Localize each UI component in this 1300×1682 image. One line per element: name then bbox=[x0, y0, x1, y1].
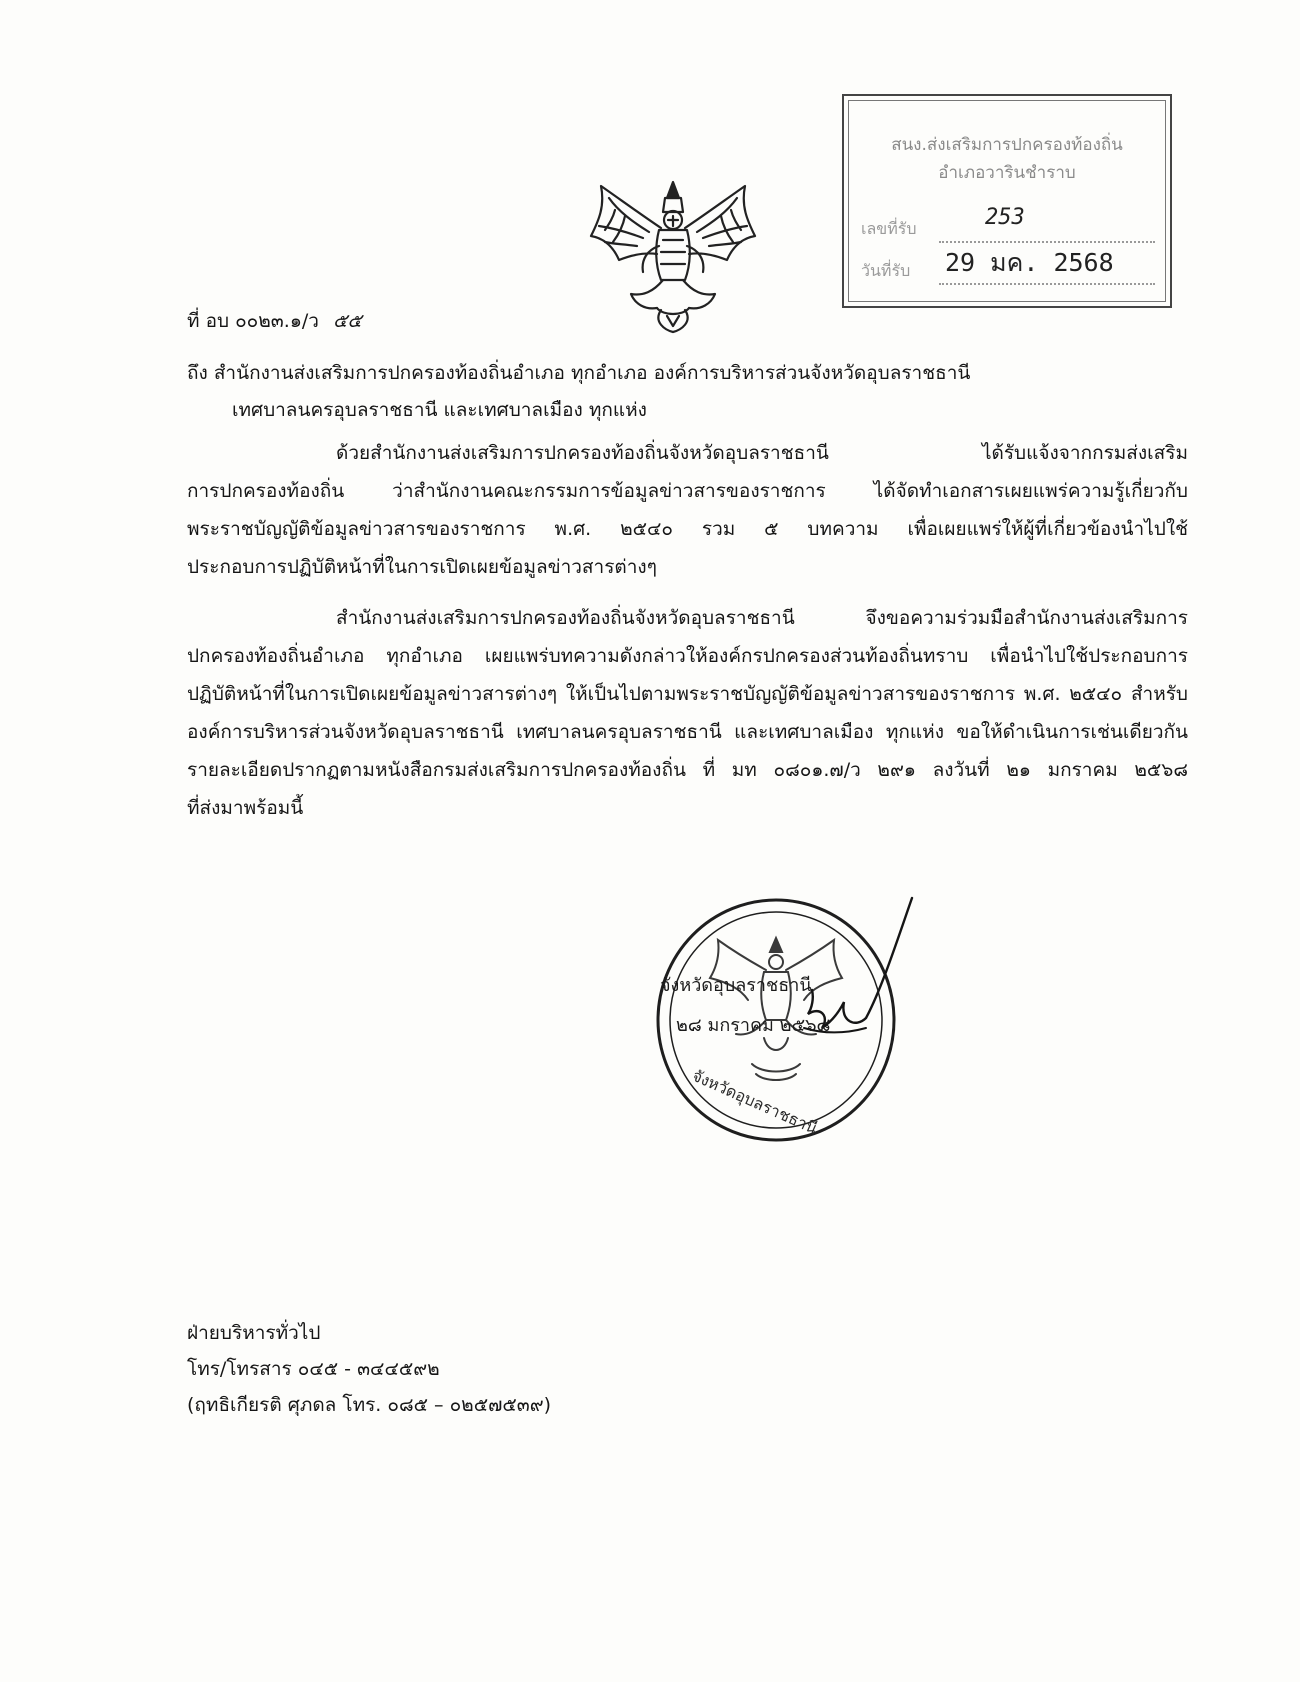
receipt-number-value: 253 bbox=[985, 205, 1025, 230]
seal-province-line: จังหวัดอุบลราชธานี bbox=[660, 975, 812, 996]
footer-tel-fax: โทร/โทรสาร ๐๔๕ - ๓๔๔๕๙๒ bbox=[187, 1358, 440, 1380]
paragraph1-line: ด้วยสำนักงานส่งเสริมการปกครองท้องถิ่นจังหวัดอุบลราชธานี ได้รับแจ้งจากกรมส่งเสริม bbox=[336, 442, 1188, 464]
paragraph2-line: รายละเอียดปรากฏตามหนังสือกรมส่งเสริมการปกครองท้องถิ่น ที่ มท ๐๘๐๑.๗/ว ๒๙๑ ลงวันที่ ๒๑ มกราคม ๒๕๖๘ bbox=[187, 759, 1188, 781]
paragraph2-line: ปกครองท้องถิ่นอำเภอ ทุกอำเภอ เผยแพร่บทความดังกล่าวให้องค์กรปกครองส่วนท้องถิ่นทราบ เพื่อนำไปใช้ประกอบการ bbox=[187, 645, 1188, 667]
receipt-number-label: เลขที่รับ bbox=[861, 219, 917, 238]
seal-rim-text: จังหวัดอุบลราชธานี bbox=[689, 1065, 821, 1139]
receipt-office-line2: อำเภอวารินชำราบ bbox=[938, 163, 1076, 183]
paragraph1-line: ประกอบการปฏิบัติหน้าที่ในการเปิดเผยข้อมูลข่าวสารต่างๆ bbox=[187, 556, 657, 578]
footer-department: ฝ่ายบริหารทั่วไป bbox=[187, 1322, 321, 1344]
to-line-1: ถึง สำนักงานส่งเสริมการปกครองท้องถิ่นอำเภอ ทุกอำเภอ องค์การบริหารส่วนจังหวัดอุบลราชธานี bbox=[187, 362, 971, 384]
reference-number bbox=[187, 308, 362, 335]
paragraph1-line: พระราชบัญญัติข้อมูลข่าวสารของราชการ พ.ศ. ๒๕๔๐ รวม ๕ บทความ เพื่อเผยแพร่ให้ผู้ที่เกี่ยวข้องนำไปใช้ bbox=[187, 518, 1188, 540]
paragraph2-line: ที่ส่งมาพร้อมนี้ bbox=[187, 797, 304, 819]
receipt-stamp bbox=[842, 94, 1172, 308]
receipt-date-label: วันที่รับ bbox=[861, 261, 911, 280]
paragraph1-line: การปกครองท้องถิ่น ว่าสำนักงานคณะกรรมการข้อมูลข่าวสารของราชการ ได้จัดทำเอกสารเผยแพร่ความรู้เกี่ยวกับ bbox=[187, 480, 1188, 502]
paragraph2-line: องค์การบริหารส่วนจังหวัดอุบลราชธานี เทศบาลนครอุบลราชธานี และเทศบาลเมือง ทุกแห่ง ขอให้ดำเนินการเช่นเดียวกัน bbox=[187, 721, 1188, 743]
footer-contact: (ฤทธิเกียรติ ศุภดล โทร. ๐๘๕ – ๐๒๕๗๕๓๙) bbox=[187, 1394, 552, 1416]
garuda-emblem-icon bbox=[573, 176, 773, 334]
receipt-date-dots bbox=[939, 283, 1155, 285]
paragraph2-line: ปฏิบัติหน้าที่ในการเปิดเผยข้อมูลข่าวสารต่างๆ ให้เป็นไปตามพระราชบัญญัติข้อมูลข่าวสารของราชการ พ.ศ. ๒๕๔๐ สำหรับ bbox=[187, 683, 1188, 705]
paragraph2-line: สำนักงานส่งเสริมการปกครองท้องถิ่นจังหวัดอุบลราชธานี จึงขอความร่วมมือสำนักงานส่งเสริมการ bbox=[336, 607, 1188, 629]
province-seal bbox=[644, 878, 934, 1156]
to-line-2: เทศบาลนครอุบลราชธานี และเทศบาลเมือง ทุกแห่ง bbox=[232, 399, 647, 421]
receipt-office-line1: สนง.ส่งเสริมการปกครองท้องถิ่น bbox=[891, 135, 1123, 155]
receipt-date-value: 29 มค. 2568 bbox=[945, 248, 1114, 277]
reference-number-text: ที่ อบ ๐๐๒๓.๑/ว bbox=[187, 310, 319, 332]
reference-handwritten: ๕๕ bbox=[333, 310, 362, 332]
seal-date-line: ๒๘ มกราคม ๒๕๖๘ bbox=[676, 1015, 831, 1036]
